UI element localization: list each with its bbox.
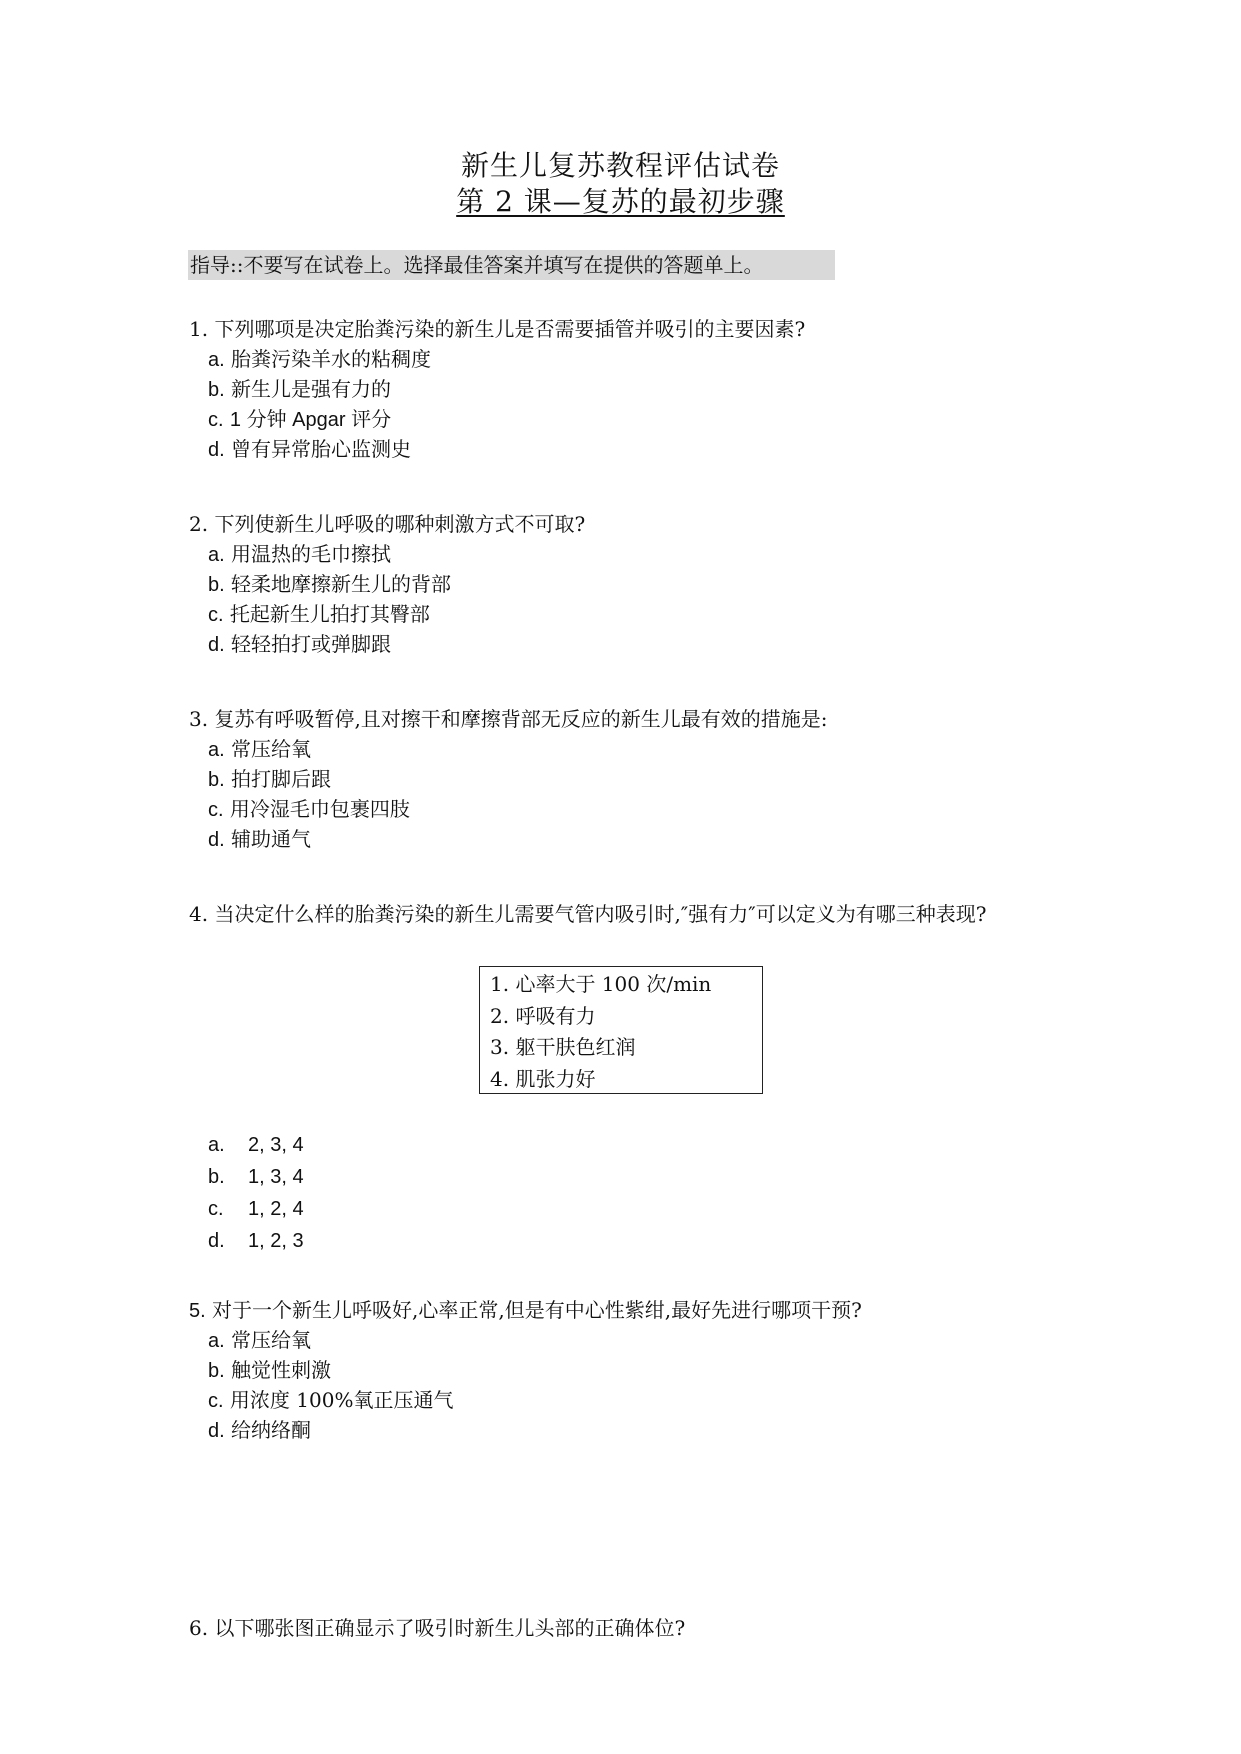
criteria-box [479, 966, 763, 1094]
question-2-text: 2. 下列使新生儿呼吸的哪种刺激方式不可取? [189, 512, 586, 536]
q2-option-d: d. 轻轻拍打或弹脚跟 [208, 632, 392, 656]
q4-option-a: a. 2, 3, 4 [208, 1134, 304, 1156]
question-1-text: 1. 下列哪项是决定胎粪污染的新生儿是否需要插管并吸引的主要因素? [189, 317, 806, 341]
q1-option-b: b. 新生儿是强有力的 [208, 377, 392, 401]
q5-option-b: b. 触觉性刺激 [208, 1358, 332, 1382]
q3-option-a: a. 常压给氧 [208, 737, 312, 761]
q1-option-d: d. 曾有异常胎心监测史 [208, 437, 412, 461]
criteria-item: 4. 肌张力好 [490, 1066, 596, 1091]
q4-option-c: c. 1, 2, 4 [208, 1198, 304, 1220]
question-4-text: 4. 当决定什么样的胎粪污染的新生儿需要气管内吸引时,″强有力″可以定义为有哪三种表现? [189, 902, 987, 926]
criteria-item: 1. 心率大于 100 次/min [490, 972, 712, 996]
q1-option-a: a. 胎粪污染羊水的粘稠度 [208, 347, 432, 371]
q2-option-b: b. 轻柔地摩擦新生儿的背部 [208, 572, 452, 596]
question-3-text: 3. 复苏有呼吸暂停,且对擦干和摩擦背部无反应的新生儿最有效的措施是: [189, 707, 828, 731]
question-6-text: 6. 以下哪张图正确显示了吸引时新生儿头部的正确体位? [189, 1616, 686, 1640]
q2-option-a: a. 用温热的毛巾擦拭 [208, 542, 392, 566]
instructions-banner: 指导::不要写在试卷上。选择最佳答案并填写在提供的答题单上。 [188, 250, 835, 280]
q5-option-a: a. 常压给氧 [208, 1328, 312, 1352]
criteria-item: 2. 呼吸有力 [490, 1003, 596, 1028]
page-title: 新生儿复苏教程评估试卷 [460, 149, 780, 182]
q3-option-b: b. 拍打脚后跟 [208, 767, 332, 791]
page-subtitle: 第 2 课—复苏的最初步骤 [456, 185, 785, 218]
criteria-item: 3. 躯干肤色红润 [490, 1035, 636, 1059]
q3-option-c: c. 用冷湿毛巾包裹四肢 [208, 797, 410, 821]
question-5-text: 5. 对于一个新生儿呼吸好,心率正常,但是有中心性紫绀,最好先进行哪项干预? [189, 1298, 862, 1322]
q1-option-c: c. 1 分钟 Apgar 评分 [208, 409, 392, 431]
q3-option-d: d. 辅助通气 [208, 827, 312, 851]
q5-option-d: d. 给纳络酮 [208, 1418, 312, 1442]
q5-option-c: c. 用浓度 100%氧正压通气 [208, 1388, 454, 1412]
q4-option-d: d. 1, 2, 3 [208, 1230, 304, 1252]
q4-option-b: b. 1, 3, 4 [208, 1166, 304, 1188]
q2-option-c: c. 托起新生儿拍打其臀部 [208, 602, 430, 626]
